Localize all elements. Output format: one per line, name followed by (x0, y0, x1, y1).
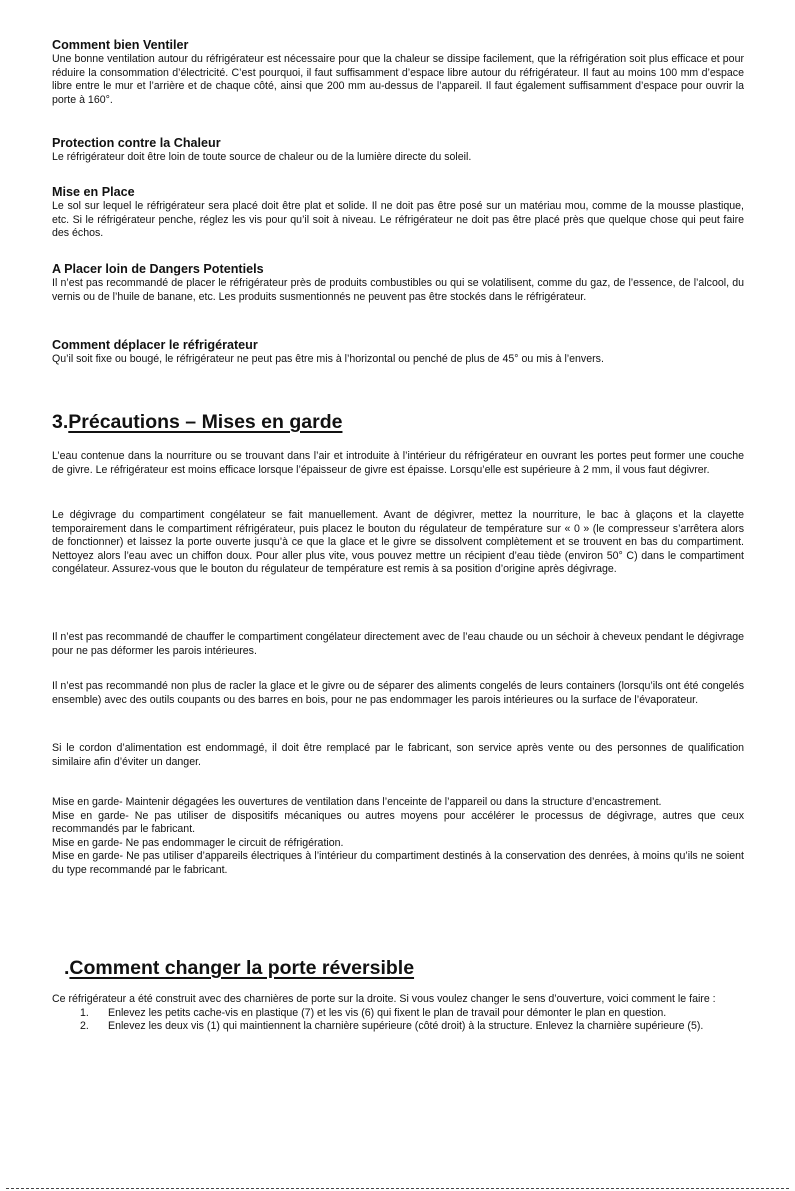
precautions-paragraph-2 (52, 509, 744, 577)
warning-item: Mise en garde- Ne pas endommager le circuit de réfrigération. (52, 836, 344, 849)
paragraph: Le dégivrage du compartiment congélateur se fait manuellement. Avant de dégivrer, mettez la nourriture, le bac à glaçons et la clayette temporairement dans le compartiment réfrigérateur, puis placez le bouton du régulateur de température sur « 0 » (le compresseur s’arrêtera alors de fonctionner) et laissez la porte ouverte jusqu’à ce que la glace et le givre se dissolvent complètement et se trouvent en bas du compartiment. Nettoyez alors l’eau avec un chiffon doux. Pour aller plus vite, vous pouvez mettre un récipient d’eau tiède (environ 50° C) dans le compartiment congélateur. Assurez-vous que le bouton du régulateur de température est remis à sa position d’origine après dégivrage. (52, 509, 744, 576)
precautions-paragraph-4 (52, 680, 744, 707)
page-bottom-border (6, 1188, 789, 1189)
chapter-title (52, 410, 744, 434)
section-text: Le sol sur lequel le réfrigérateur sera placé doit être plat et solide. Il ne doit pas être posé sur un matériau mou, comme de la mousse plastique, etc. Si le réfrigérateur penche, réglez les vis pour qu’il soit à niveau. Le réfrigérateur ne doit pas être placé près que quelque chose qui peut faire des échos. (52, 200, 744, 240)
chapter-prefix: . (64, 957, 70, 979)
paragraph: Il n’est pas recommandé de chauffer le compartiment congélateur directement avec de l’eau chaude ou un séchoir à cheveux pendant le dégivrage pour ne pas déformer les parois intérieures. (52, 631, 744, 657)
door-intro: Ce réfrigérateur a été construit avec des charnières de porte sur la droite. Si vous voulez changer le sens d’ouverture, voici comment le faire : (52, 993, 716, 1005)
step-text: Enlevez les petits cache-vis en plastique (7) et les vis (6) qui fixent le plan de travail pour démonter le plan en question. (108, 1006, 667, 1019)
section-title: A Placer loin de Dangers Potentiels (52, 262, 264, 276)
section-moving (52, 338, 744, 367)
door-instructions (52, 993, 744, 1034)
chapter-number: 3. (52, 411, 69, 433)
door-steps-list (52, 1007, 744, 1034)
section-title: Mise en Place (52, 185, 135, 199)
section-text: Il n’est pas recommandé de placer le réfrigérateur près de produits combustibles ou qui se volatilisent, comme du gaz, de l’essence, de l’alcool, du vernis ou de l’huile de banane, etc. Les produits susmentionnés ne peuvent pas être stockés dans le réfrigérateur. (52, 277, 744, 303)
warning-item: Mise en garde- Maintenir dégagées les ouvertures de ventilation dans l’enceinte de l’appareil ou dans la structure d’encastrement. (52, 796, 662, 808)
section-ventilation (52, 38, 744, 107)
chapter-title-text: Précautions – Mises en garde (68, 411, 343, 433)
paragraph: Il n’est pas recommandé non plus de racler la glace et le givre ou de séparer des aliments congelés de leurs containers (lorsqu’ils ont été congelés ensemble) avec des outils coupants ou des barres en bois, pour ne pas endommager les parois intérieures ou la surface de l’évaporateur. (52, 680, 744, 706)
step-text: Enlevez les deux vis (1) qui maintiennent la charnière supérieure (côté droit) à la structure. Enlevez la charnière supérieure (5). (108, 1020, 704, 1033)
chapter-title (52, 956, 744, 980)
precautions-paragraph-1 (52, 450, 744, 477)
section-door-heading (52, 956, 744, 980)
precautions-paragraph-3 (52, 631, 744, 658)
list-item (52, 1020, 744, 1034)
section-placement (52, 185, 744, 241)
warning-item: Mise en garde- Ne pas utiliser de dispositifs mécaniques ou autres moyens pour accélérer le processus de dégivrage, autres que ceux recommandés par le fabricant. (52, 809, 744, 836)
section-precautions-heading (52, 410, 744, 434)
step-number: 1. (80, 1006, 89, 1019)
warnings-list (52, 796, 744, 878)
section-heat-protection (52, 136, 744, 165)
list-item (52, 1007, 744, 1021)
section-title: Protection contre la Chaleur (52, 136, 221, 150)
section-text: Une bonne ventilation autour du réfrigérateur est nécessaire pour que la chaleur se dissipe facilement, que la réfrigération soit plus efficace et pour réduire la consommation d’électricité. C’est pourquoi, il faut suffisamment d’espace libre autour du réfrigérateur. Il faut au moins 100 mm d’espace libre entre le mur et l’arrière et de chaque côté, ainsi que 200 mm au-dessus de l’appareil. Il faut également suffisamment d’espace pour ouvrir la porte à 160°. (52, 53, 744, 106)
chapter-title-text: Comment changer la porte réversible (69, 957, 415, 979)
step-number: 2. (80, 1020, 89, 1033)
section-title: Comment bien Ventiler (52, 38, 189, 52)
section-title: Comment déplacer le réfrigérateur (52, 338, 258, 352)
paragraph: Si le cordon d’alimentation est endommagé, il doit être remplacé par le fabricant, son service après vente ou des personnes de qualification similaire afin d’éviter un danger. (52, 742, 744, 768)
section-dangers (52, 262, 744, 304)
paragraph: L’eau contenue dans la nourriture ou se trouvant dans l’air et introduite à l’intérieur du réfrigérateur en ouvrant les portes peut former une couche de givre. Le réfrigérateur est moins efficace lorsque l’épaisseur de givre est épaisse. Lorsqu’elle est supérieure à 2 mm, il vous faut dégivrer. (52, 450, 744, 476)
section-text: Qu’il soit fixe ou bougé, le réfrigérateur ne peut pas être mis à l’horizontal ou penché de plus de 45° ou mis à l’envers. (52, 353, 604, 365)
warning-item: Mise en garde- Ne pas utiliser d’appareils électriques à l’intérieur du compartiment destinés à la conservation des denrées, à moins qu’ils ne soient du type recommandé par le fabricant. (52, 850, 744, 876)
section-text: Le réfrigérateur doit être loin de toute source de chaleur ou de la lumière directe du soleil. (52, 151, 472, 163)
precautions-paragraph-5 (52, 742, 744, 769)
